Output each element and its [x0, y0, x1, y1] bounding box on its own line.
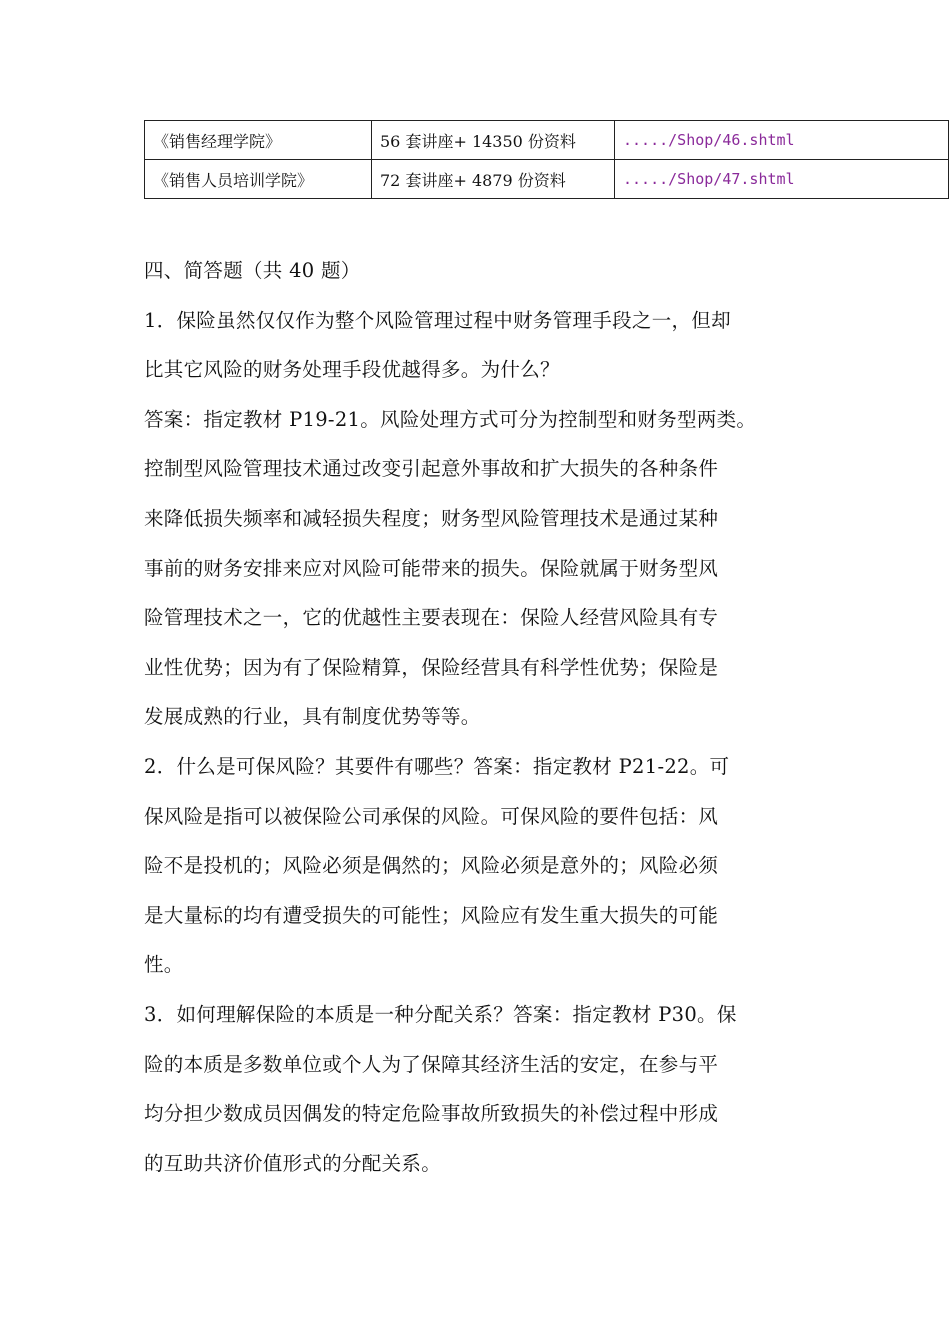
text-line: 1．保险虽然仅仅作为整个风险管理过程中财务管理手段之一，但却 — [144, 308, 731, 332]
text-line: 发展成熟的行业，具有制度优势等等。 — [144, 705, 481, 729]
text-line: 3．如何理解保险的本质是一种分配关系？答案：指定教材 P30。保 — [144, 1002, 737, 1026]
text-line: 险管理技术之一，它的优越性主要表现在：保险人经营风险具有专 — [144, 606, 719, 630]
text-line: 的互助共济价值形式的分配关系。 — [144, 1151, 442, 1175]
text-line: 比其它风险的财务处理手段优越得多。为什么？ — [144, 358, 560, 382]
table-cell-link[interactable]: ...../Shop/47.shtml — [615, 160, 949, 199]
text-line: 保风险是指可以被保险公司承保的风险。可保风险的要件包括：风 — [144, 804, 719, 828]
document-body — [144, 246, 834, 1188]
text-line: 业性优势；因为有了保险精算，保险经营具有科学性优势；保险是 — [144, 655, 719, 679]
text-line: 2．什么是可保风险？其要件有哪些？答案：指定教材 P21-22。可 — [144, 754, 730, 778]
text-line: 性。 — [144, 953, 184, 977]
section-heading: 四、简答题（共 40 题） — [144, 259, 361, 282]
table-row — [145, 160, 949, 199]
table-cell-desc: 56 套讲座+ 14350 份资料 — [372, 121, 615, 160]
table-row — [145, 121, 949, 160]
text-line: 险的本质是多数单位或个人为了保障其经济生活的安定，在参与平 — [144, 1052, 719, 1076]
text-line: 来降低损失频率和减轻损失程度；财务型风险管理技术是通过某种 — [144, 506, 719, 530]
resource-table — [144, 120, 949, 199]
text-line: 答案：指定教材 P19-21。风险处理方式可分为控制型和财务型两类。 — [144, 407, 757, 431]
text-line: 险不是投机的；风险必须是偶然的；风险必须是意外的；风险必须 — [144, 854, 719, 878]
table-cell-name: 《销售人员培训学院》 — [145, 160, 372, 199]
table-cell-link[interactable]: ...../Shop/46.shtml — [615, 121, 949, 160]
table-cell-desc: 72 套讲座+ 4879 份资料 — [372, 160, 615, 199]
text-line: 控制型风险管理技术通过改变引起意外事故和扩大损失的各种条件 — [144, 457, 719, 481]
table-cell-name: 《销售经理学院》 — [145, 121, 372, 160]
text-line: 事前的财务安排来应对风险可能带来的损失。保险就属于财务型风 — [144, 556, 719, 580]
text-line: 是大量标的均有遭受损失的可能性；风险应有发生重大损失的可能 — [144, 903, 719, 927]
text-line: 均分担少数成员因偶发的特定危险事故所致损失的补偿过程中形成 — [144, 1102, 719, 1126]
